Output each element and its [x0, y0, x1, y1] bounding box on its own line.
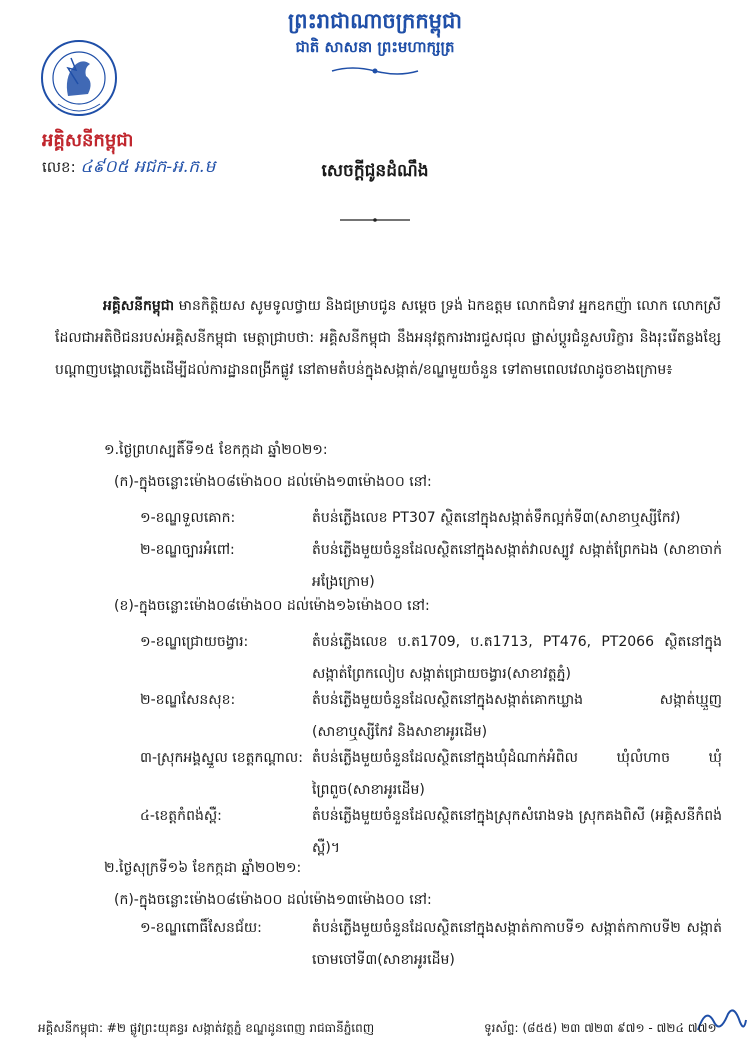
kingdom-motto: ជាតិ សាសនា ព្រះមហាក្សត្រ — [295, 38, 455, 56]
edc-logo-icon — [38, 38, 120, 124]
area-description: តំបន់ភ្លើងមួយចំនួនដែលស្ថិតនៅក្នុងឃុំដំណាក់អំពិល ឃុំលំហាច ឃុំព្រៃពួច(សាខាអូរដើម) — [312, 750, 722, 798]
area-name: ៣-ស្រុកអង្គស្នួល ខេត្តកណ្តាល: — [140, 750, 303, 766]
kingdom-title: ព្រះរាជាណាចក្រកម្ពុជា — [287, 9, 462, 33]
area-description: តំបន់ភ្លើងមួយចំនួនដែលស្ថិតនៅក្នុងសង្កាត់កាកាបទី១ សង្កាត់កាកាបទី២ សង្កាត់ចោមចៅទី៣(សាខាអូរដើម) — [312, 920, 722, 968]
ornament-divider — [330, 64, 420, 78]
time-slot: (ក)-ក្នុងចន្លោះម៉ោង០៨ម៉ោង០០ ដល់ម៉ោង១៣ម៉ោង០០ នៅ: — [114, 474, 432, 490]
area-name: ១-ខណ្ឌទួលគោក: — [140, 510, 236, 526]
area-description: តំបន់ភ្លើងមួយចំនួនដែលស្ថិតនៅក្នុងស្រុកសំរោងទង ស្រុកគងពិសី (អគ្គិសនីកំពង់ស្ពឺ)។ — [312, 808, 722, 856]
time-slot: (ខ)-ក្នុងចន្លោះម៉ោង០៨ម៉ោង០០ ដល់ម៉ោង១៦ម៉ោង០០ នៅ: — [114, 598, 430, 614]
organization-name: អគ្គិសនីកម្ពុជា — [42, 130, 134, 151]
document-title: សេចក្តីជូនដំណឹង — [321, 161, 429, 181]
area-name: ១-ខណ្ឌជ្រោយចង្វារ: — [140, 634, 249, 650]
area-description: តំបន់ភ្លើងមួយចំនួនដែលស្ថិតនៅក្នុងសង្កាត់វាលស្បូវ សង្កាត់ព្រែកឯង (សាខាចាក់អង្រែក្រោម) — [312, 542, 722, 590]
intro-text: មានកិត្តិយស សូមទូលថ្វាយ និងជម្រាបជូន សម្តេច ទ្រង់ ឯកឧត្តម លោកជំទាវ អ្នកឧកញ៉ា លោក លោកស្រី ដែលជាអតិថិជនរបស់អគ្គិសនីកម្ពុជា មេត្តាជ្រាបថា: អគ្គិសនីកម្ពុជា នឹងអនុវត្តការងារជួសជុល ផ្លាស់ប្តូរជំនួសបរិក្ខារ និងរុះរើតន្លងខ្សែបណ្តាញបង្គោលភ្លើងដើម្បីដល់ការដ្ឋានពង្រីកផ្លូវ នៅតាមតំបន់ក្នុងសង្កាត់/ខណ្ឌមួយចំនួន ទៅតាមពេលវេលាដូចខាងក្រោម៖ — [55, 298, 721, 378]
intro-org-name: អគ្គិសនីកម្ពុជា — [103, 298, 175, 314]
reference-number: ៤៩០៥ អជក-អ.ក.ម — [80, 157, 216, 177]
schedule-date: ១.ថ្ងៃព្រហស្បតិ៍ទី១៥ ខែកក្កដា ឆ្នាំ២០២១: — [104, 442, 328, 458]
area-description: តំបន់ភ្លើងលេខ PT307 ស្ថិតនៅក្នុងសង្កាត់ទឹកល្អក់ទី៣(សាខាឬស្សីកែវ) — [312, 510, 681, 526]
schedule-date: ២.ថ្ងៃសុក្រទី១៦ ខែកក្កដា ឆ្នាំ២០២១: — [104, 860, 302, 876]
area-name: ៤-ខេត្តកំពង់ស្ពឺ: — [140, 808, 222, 824]
area-name: ២-ខណ្ឌសែនសុខ: — [140, 692, 236, 708]
area-description: តំបន់ភ្លើងមួយចំនួនដែលស្ថិតនៅក្នុងសង្កាត់គោកឃ្លាង សង្កាត់ឃ្មួញ (សាខាឬស្សីកែវ និងសាខាអូរដើម) — [312, 692, 722, 740]
area-description: តំបន់ភ្លើងលេខ ប.ត1709, ប.ត1713, PT476, PT2066 ស្ថិតនៅក្នុងសង្កាត់ព្រែកលៀប សង្កាត់ជ្រោយចង្វារ(សាខាវត្តភ្នំ) — [312, 634, 722, 682]
time-slot: (ក)-ក្នុងចន្លោះម៉ោង០៨ម៉ោង០០ ដល់ម៉ោង១៣ម៉ោង០០ នៅ: — [114, 892, 432, 908]
footer-phone: ទូរស័ព្ទ: (៨៥៥) ២៣ ៧២៣ ៩៧១ - ៧២៤ ៧៧១ — [484, 1021, 717, 1035]
reference-label: លេខ: — [42, 158, 76, 176]
footer-address: អគ្គិសនីកម្ពុជា: #២ ផ្លូវព្រះយុគន្ធរ សង្កាត់វត្តភ្នំ ខណ្ឌដូនពេញ រាជធានីភ្នំពេញ — [38, 1021, 375, 1035]
intro-paragraph — [55, 290, 721, 386]
area-name: ១-ខណ្ឌពោធិ៍សែនជ័យ: — [140, 920, 262, 936]
title-divider — [340, 218, 410, 222]
area-name: ២-ខណ្ឌច្បារអំពៅ: — [140, 542, 235, 558]
